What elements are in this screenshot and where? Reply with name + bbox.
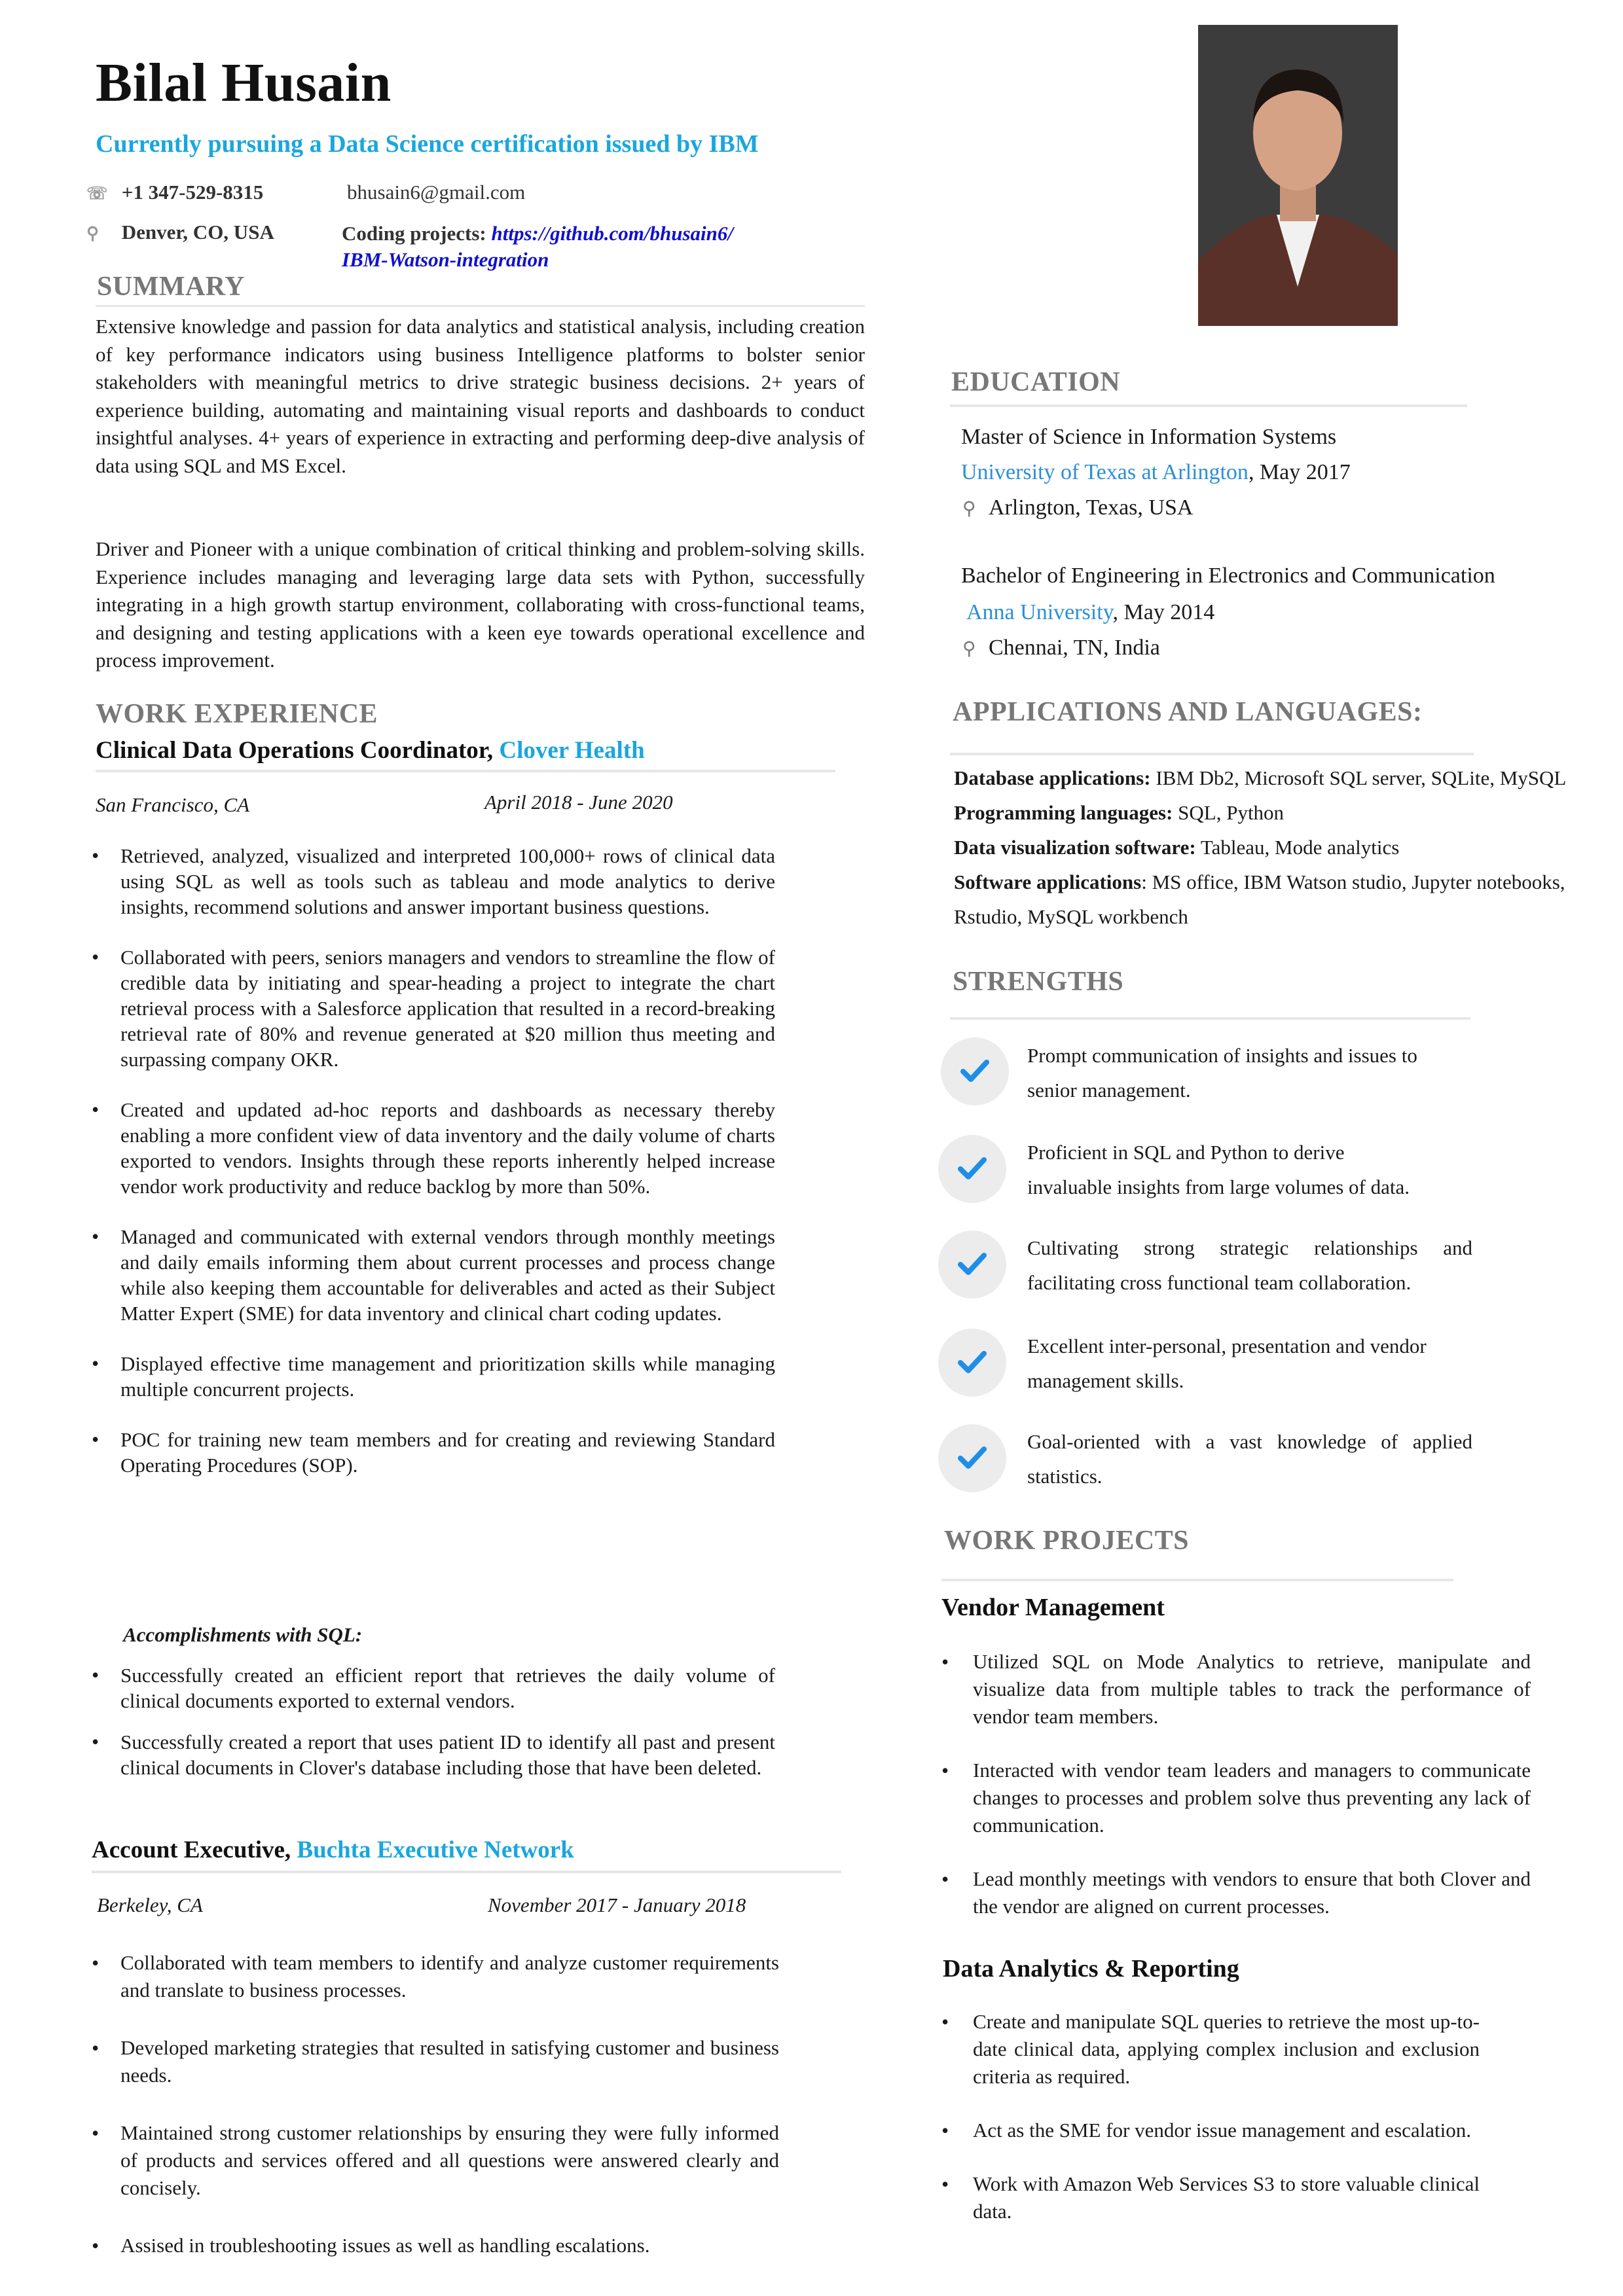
location: Denver, CO, USA — [121, 221, 274, 243]
database-label: Database applications: — [954, 766, 1151, 789]
programming-values: SQL, Python — [1173, 801, 1285, 824]
database-row — [954, 761, 1615, 795]
strength-line: Proficient in SQL and Python to derive — [1027, 1141, 1345, 1164]
strength-item — [1027, 1230, 1472, 1300]
strength-line: Cultivating strong strategic relationships and — [1027, 1236, 1472, 1259]
summary-paragraph-1: Extensive knowledge and passion for data analytics and statistical analysis, including creation of key performance indicators using business Intelligence platforms to bolster senior stakeholders with meaningful metrics to drive strategic business decisions. 2+ years of experience building, automating and maintaining visual reports and dashboards to conduct insightful analyses. 4+ years of experience in extracting and performing deep-dive analysis of data using SQL and MS Excel. — [96, 315, 865, 477]
job-2-bullets — [92, 1949, 779, 2259]
strength-line: senior management. — [1027, 1079, 1191, 1102]
strength-item — [1027, 1329, 1472, 1398]
applications-heading: APPLICATIONS AND LANGUAGES: — [953, 697, 1423, 727]
work-experience-heading: WORK EXPERIENCE — [96, 699, 378, 729]
list-item: • Collaborated with peers, seniors managers and vendors to streamline the flow of credible data by initiating and spear-heading a project to integrate the chart retrieval process with a Salesforce application that resulted in a record-breaking retrieval rate of 80% and revenue generated at $20 million thus meeting and surpassing company OKR. — [92, 944, 775, 1072]
summary-divider — [96, 305, 865, 307]
software-row — [954, 865, 1615, 899]
summary-paragraph-2: Driver and Pioneer with a unique combination of critical thinking and problem-solving skills. Experience includes managing and leveraging large data sets with Python, successfully integrating in a high growth startup environment, collaborating with cross-functional teams, and designing and testing applications with a keen eye towards operational excellence and process improvement. — [96, 537, 865, 672]
list-item: • Assised in troubleshooting issues as well as handling escalations. — [92, 2232, 779, 2259]
work-projects-heading: WORK PROJECTS — [944, 1526, 1190, 1556]
project-1-title: Vendor Management — [941, 1594, 1165, 1621]
list-item: • Interacted with vendor team leaders and managers to communicate changes to processes and problem solve thus preventing any lack of communication. — [941, 1757, 1531, 1839]
software-values: : MS office, IBM Watson studio, Jupyter notebooks, — [1141, 870, 1565, 893]
list-item: • Maintained strong customer relationships by ensuring they were fully informed of products and services offered and all questions were answered clearly and concisely. — [92, 2119, 779, 2202]
job-title-2-role: Account Executive, — [92, 1837, 291, 1863]
project-1-bullets — [941, 1648, 1531, 1920]
programming-row — [954, 795, 1615, 830]
project-2-bullets — [941, 2008, 1480, 2225]
github-link-2[interactable]: IBM-Watson-integration — [342, 248, 549, 271]
list-item: • Act as the SME for vendor issue management and escalation. — [941, 2117, 1480, 2144]
degree-2-location-row — [962, 635, 1160, 662]
job-2-location: Berkeley, CA — [97, 1893, 203, 1916]
job-2-dates: November 2017 - January 2018 — [488, 1893, 746, 1916]
job-1-divider — [96, 770, 835, 772]
database-values: IBM Db2, Microsoft SQL server, SQLite, MySQL — [1150, 766, 1567, 789]
job-title-2 — [92, 1836, 574, 1864]
strength-line: management skills. — [1027, 1369, 1184, 1392]
phone-row — [86, 181, 263, 204]
list-item: • Developed marketing strategies that resulted in satisfying customer and business needs. — [92, 2034, 779, 2089]
candidate-name: Bilal Husain — [96, 52, 392, 113]
accomplishments-heading: Accomplishments with SQL: — [123, 1623, 363, 1646]
list-item: • POC for training new team members and for creating and reviewing Standard Operating Procedures (SOP). — [92, 1427, 775, 1478]
strengths-divider — [950, 1017, 1470, 1020]
list-item: • Lead monthly meetings with vendors to ensure that both Clover and the vendor are aligned on current processes. — [941, 1865, 1531, 1920]
applications-divider — [950, 753, 1474, 755]
github-link[interactable]: https://github.com/bhusain6/ — [491, 222, 734, 245]
check-icon — [938, 1230, 1006, 1299]
job-2-divider — [92, 1871, 841, 1873]
list-item: • Successfully created a report that uses patient ID to identify all past and present clinical documents in Clover's database including those that have been deleted. — [92, 1729, 775, 1780]
strength-line: invaluable insights from large volumes of data. — [1027, 1175, 1410, 1198]
degree-2-school-row — [966, 600, 1214, 626]
degree-2-year: , May 2014 — [1112, 600, 1215, 624]
strength-line: Goal-oriented with a vast knowledge of applied — [1027, 1430, 1472, 1453]
university-1[interactable]: University of Texas at Arlington — [961, 460, 1249, 484]
data-viz-label: Data visualization software: — [954, 836, 1196, 859]
coding-label: Coding projects — [342, 222, 480, 245]
list-item: • Create and manipulate SQL queries to retrieve the most up-to-date clinical data, applying complex inclusion and exclusion criteria as required. — [941, 2008, 1480, 2090]
degree-2: Bachelor of Engineering in Electronics and Communication — [961, 564, 1495, 588]
profile-photo — [1198, 25, 1398, 326]
tagline: Currently pursuing a Data Science certification issued by IBM — [96, 130, 759, 158]
coding-projects: Coding projects: https://github.com/bhusain6/ IBM-Watson-integration — [342, 222, 734, 271]
job-title-1-role: Clinical Data Operations Coordinator, — [96, 737, 494, 764]
degree-2-location: Chennai, TN, India — [989, 636, 1160, 660]
job-1-dates: April 2018 - June 2020 — [484, 791, 673, 814]
email[interactable]: bhusain6@gmail.com — [347, 181, 526, 204]
strength-line: facilitating cross functional team collaboration. — [1027, 1271, 1412, 1294]
strength-line: Prompt communication of insights and issues to — [1027, 1044, 1417, 1067]
strength-item — [1027, 1135, 1472, 1204]
summary-heading: SUMMARY — [97, 272, 245, 302]
strength-item — [1027, 1424, 1472, 1494]
degree-1-year: , May 2017 — [1248, 460, 1351, 484]
applications-list — [954, 761, 1615, 934]
check-icon — [938, 1135, 1006, 1203]
list-item: • Successfully created an efficient report that retrieves the daily volume of clinical documents exported to external vendors. — [92, 1662, 775, 1713]
job-title-1 — [96, 736, 645, 764]
degree-1-school-row — [961, 459, 1351, 486]
data-viz-row — [954, 830, 1615, 865]
location-row — [86, 221, 274, 244]
check-icon — [938, 1424, 1006, 1492]
job-title-2-company: Buchta Executive Network — [297, 1837, 574, 1863]
phone: +1 347-529-8315 — [121, 181, 264, 204]
accomplishments-list — [92, 1662, 775, 1780]
map-pin-icon: ⚲ — [86, 224, 100, 243]
list-item: • Work with Amazon Web Services S3 to store valuable clinical data. — [941, 2170, 1480, 2225]
check-icon — [941, 1037, 1009, 1105]
list-item: • Retrieved, analyzed, visualized and interpreted 100,000+ rows of clinical data using SQL as well as tools such as tableau and mode analytics to derive insights, recommend solutions and answer important business questions. — [92, 843, 775, 920]
job-title-1-company: Clover Health — [499, 737, 645, 764]
software-label: Software applications — [954, 870, 1142, 893]
software-values-2: Rstudio, MySQL workbench — [954, 905, 1188, 928]
job-1-location: San Francisco, CA — [96, 793, 250, 816]
check-icon — [938, 1329, 1006, 1397]
list-item: • Collaborated with team members to identify and analyze customer requirements and translate to business processes. — [92, 1949, 779, 2004]
map-pin-icon: ⚲ — [962, 639, 976, 659]
list-item: • Managed and communicated with external vendors through monthly meetings and daily emails informing them about current processes and process change while also keeping them accountable for deliverables and acted as their Subject Matter Expert (SME) for data inventory and clinical chart coding updates. — [92, 1224, 775, 1326]
job-1-bullets — [92, 843, 775, 1478]
degree-1-location-row — [962, 495, 1193, 522]
map-pin-icon: ⚲ — [962, 499, 976, 519]
education-heading: EDUCATION — [951, 367, 1121, 397]
strength-item — [1027, 1038, 1472, 1107]
strength-line: Excellent inter-personal, presentation and vendor — [1027, 1335, 1427, 1357]
strength-line: statistics. — [1027, 1465, 1103, 1488]
programming-label: Programming languages: — [954, 801, 1173, 824]
list-item: • Displayed effective time management and prioritization skills while managing multiple concurrent projects. — [92, 1351, 775, 1402]
degree-1-location: Arlington, Texas, USA — [989, 495, 1194, 520]
project-2-title: Data Analytics & Reporting — [943, 1955, 1239, 1982]
phone-icon: ☏ — [86, 184, 108, 203]
list-item: • Utilized SQL on Mode Analytics to retrieve, manipulate and visualize data from multiple tables to track the performance of vendor team members. — [941, 1648, 1531, 1731]
list-item: • Created and updated ad-hoc reports and dashboards as necessary thereby enabling a more confident view of data inventory and the daily volume of charts exported to vendors. Insights through these reports inherently helped increase vendor work productivity and reduce backlog by more than 50%. — [92, 1097, 775, 1199]
work-projects-divider — [941, 1579, 1453, 1581]
education-divider — [950, 404, 1467, 407]
degree-1: Master of Science in Information Systems — [961, 425, 1337, 449]
data-viz-values: Tableau, Mode analytics — [1195, 836, 1400, 859]
university-2[interactable]: Anna University — [966, 600, 1113, 624]
strengths-heading: STRENGTHS — [953, 967, 1124, 997]
